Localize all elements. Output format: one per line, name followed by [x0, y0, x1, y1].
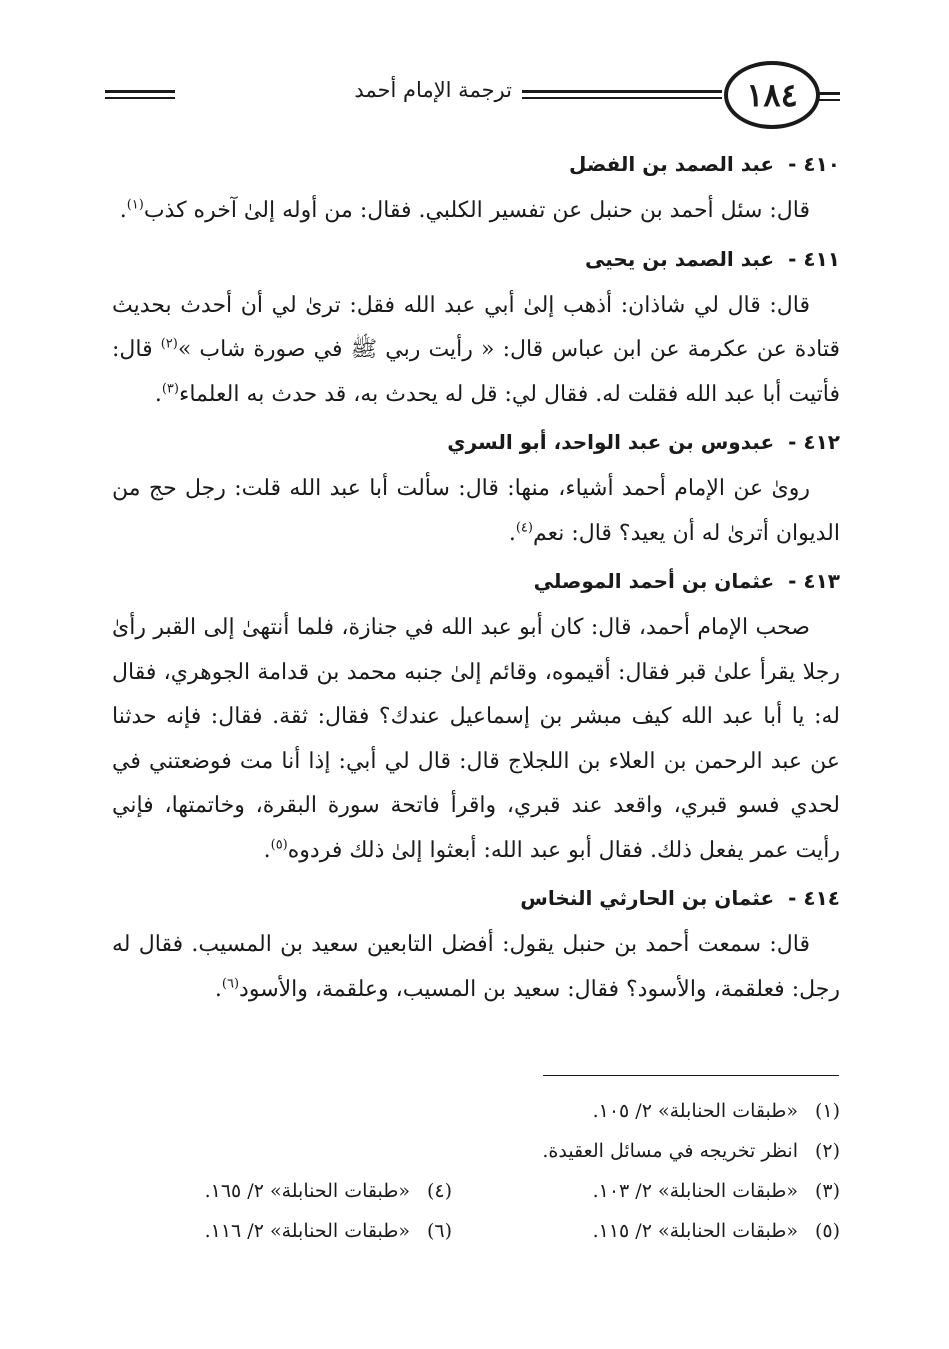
footnote: [500, 1220, 840, 1242]
entry-name: عبد الصمد بن الفضل: [568, 152, 775, 176]
entry-name: عبد الصمد بن يحيى: [584, 246, 775, 271]
footnote-number: (٥): [814, 1220, 840, 1242]
entry-text: [112, 467, 840, 556]
entry-body: قال: سئل أحمد بن حنبل عن تفسير الكلبي. فقال: من أوله إلىٰ آخره كذب: [143, 198, 810, 223]
entry-body: قال: سمعت أحمد بن حنبل يقول: أفضل التابعين سعيد بن المسيب. فقال له رجل: فعلقمة، والأسود؟ فقال: سعيد بن المسيب، وعلقمة، والأسود: [112, 932, 840, 1002]
footnote: [500, 1180, 840, 1202]
entry-tail: .: [508, 520, 516, 546]
entry-411: [112, 246, 840, 418]
entry-heading: [112, 568, 840, 594]
entry-body: قال: قال لي شاذان: أذهب إلىٰ أبي عبد الله فقل: ترىٰ لي أن أحدث بحديث قتادة عن عكرمة عن ابن عباس قال: « رأيت ربي ﷺ في صورة شاب »: [112, 292, 840, 362]
footnote-ref: (٦): [221, 976, 240, 992]
entry-name: عثمان بن الحارثي النخاس: [520, 886, 775, 910]
footnote-row: [112, 1213, 840, 1249]
footnote-number: (٢): [814, 1140, 840, 1162]
entry-tail: .: [214, 976, 222, 1002]
entry-name: عثمان بن أحمد الموصلي: [533, 569, 775, 593]
footnote-text: «طبقات الحنابلة» ٢/ ١٠٣.: [592, 1180, 798, 1202]
page-number: ١٨٤: [746, 76, 798, 114]
entry-414: [112, 885, 840, 1012]
footnote-text: انظر تخريجه في مسائل العقيدة.: [542, 1140, 798, 1162]
book-title: ترجمة الإمام أحمد: [354, 78, 512, 102]
entry-number: ٤١٤ -: [788, 886, 840, 910]
footnotes: [112, 1093, 840, 1253]
footnote-number: (٤): [426, 1180, 452, 1202]
entry-tail: قال: فأتيت أبا عبد الله فقلت له. فقال لي: قل له يحدث به، قد حدث به العلماء: [112, 337, 840, 407]
page-number-badge: [724, 61, 820, 129]
entry-number: ٤١٣ -: [788, 569, 840, 593]
footnote-ref: (٤): [515, 520, 533, 536]
entry-body: صحب الإمام أحمد، قال: كان أبو عبد الله في جنازة، فلما أنتهىٰ إلى القبر رأىٰ رجلا يقرأ علىٰ قبر فقال: أقيموه، وقائم إلىٰ جنبه محمد بن قدامة الجوهري، فقال له: يا أبا عبد الله كيف مبشر بن إسماعيل عندك؟ فقال: ثقة. فقال: فإنه حدثنا عن عبد الرحمن بن العلاء بن اللجلاج قال: قال لي أبي: إذا أنا مت فوضعتني في لحدي فسو قبري، واقعد عند قبري، واقرأ فاتحة سورة البقرة، وخاتمتها، فإني رأيت عمر يفعل ذلك. فقال أبو عبد الله: أبعثوا إلىٰ ذلك فردوه: [112, 615, 840, 863]
footnote-ref: (٣): [161, 381, 179, 397]
footnote-ref: (٥): [270, 837, 288, 853]
footnote-text: «طبقات الحنابلة» ٢/ ١٠٥.: [592, 1100, 798, 1122]
footnote-row: [112, 1133, 840, 1169]
entry-text: [112, 606, 840, 873]
entry-heading: [112, 429, 840, 455]
entry-number: ٤١٢ -: [788, 430, 840, 454]
footnote-text: «طبقات الحنابلة» ٢/ ١٦٥.: [204, 1180, 410, 1202]
footnote: [500, 1140, 840, 1162]
entry-tail: .: [119, 198, 127, 223]
footnote-ref: (٢): [160, 336, 178, 352]
entry-tail: .: [154, 381, 162, 407]
entry-text: [112, 923, 840, 1012]
page-header: [105, 58, 840, 133]
entry-number: ٤١٠ -: [788, 152, 840, 176]
footnote: [112, 1180, 452, 1202]
footnote-number: (٦): [426, 1220, 452, 1242]
entry-412: [112, 429, 840, 556]
footnote-row: [112, 1093, 840, 1129]
entry-number: ٤١١ -: [788, 246, 840, 271]
entry-tail: .: [263, 837, 271, 863]
footnote-number: (١): [814, 1100, 840, 1122]
header-rule-left: [105, 90, 175, 93]
footnote-separator: [543, 1075, 839, 1076]
entry-410: [112, 151, 840, 234]
header-rule: [522, 90, 722, 93]
entry-body: روىٰ عن الإمام أحمد أشياء، منها: قال: سألت أبا عبد الله قلت: رجل حج من الديوان أترىٰ له أن يعيد؟ قال: نعم: [112, 476, 840, 546]
entry-heading: [112, 246, 840, 272]
footnote: [500, 1100, 840, 1122]
footnote-row: [112, 1173, 840, 1209]
footnote-text: «طبقات الحنابلة» ٢/ ١١٦.: [204, 1220, 410, 1242]
entry-413: [112, 568, 840, 873]
footnote-number: (٣): [814, 1180, 840, 1202]
entry-heading: [112, 151, 840, 177]
footnote-text: «طبقات الحنابلة» ٢/ ١١٥.: [592, 1220, 798, 1242]
entry-heading: [112, 885, 840, 911]
entry-text: [112, 189, 840, 234]
entry-name: عبدوس بن عبد الواحد، أبو السري: [447, 430, 775, 454]
footnote: [112, 1220, 452, 1242]
entry-text: [112, 284, 840, 418]
footnote-ref: (١): [126, 197, 144, 213]
main-content: [112, 145, 840, 1024]
